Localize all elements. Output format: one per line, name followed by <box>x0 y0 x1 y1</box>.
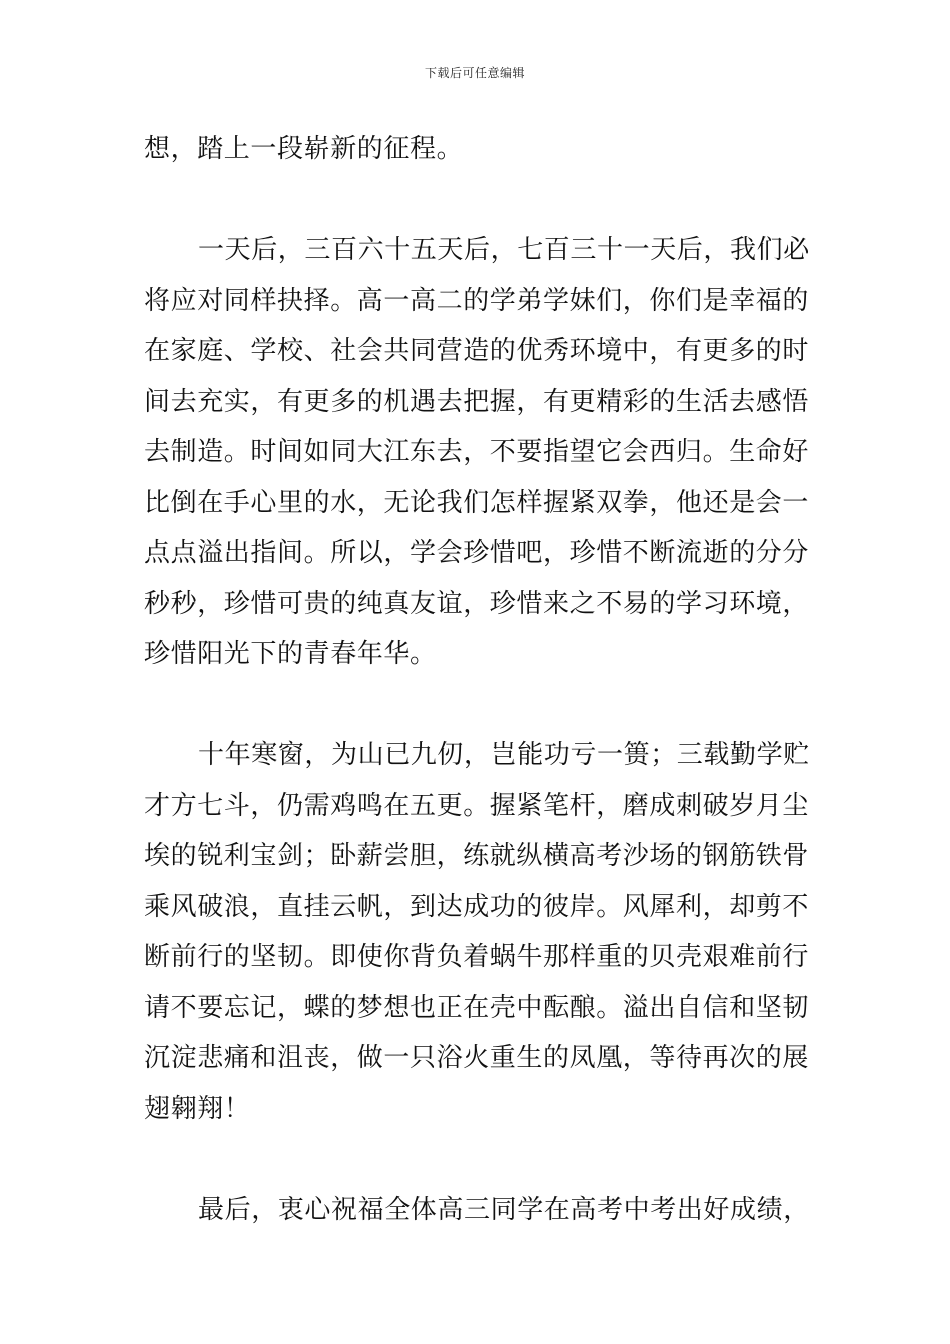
text-line: 在家庭、学校、社会共同营造的优秀环境中，有更多的时 <box>144 336 810 366</box>
text-line: 点点溢出指间。所以，学会珍惜吧，珍惜不断流逝的分分 <box>144 538 810 568</box>
text-line: 去制造。时间如同大江东去，不要指望它会西归。生命好 <box>144 437 810 467</box>
text-line: 间去充实，有更多的机遇去把握，有更精彩的生活去感悟 <box>144 386 810 417</box>
paragraph-gap <box>144 1134 814 1185</box>
text-line: 翅翱翔！ <box>144 1093 251 1124</box>
document-body <box>144 124 814 1235</box>
text-line: 乘风破浪，直挂云帆，到达成功的彼岸。风犀利，却剪不 <box>144 891 810 922</box>
paragraph <box>144 124 814 175</box>
paragraph <box>144 730 814 1134</box>
text-line: 一天后，三百六十五天后，七百三十一天后，我们必 <box>198 235 810 265</box>
paragraph <box>144 225 814 680</box>
paragraph-gap <box>144 680 814 731</box>
text-line: 才方七斗，仍需鸡鸣在五更。握紧笔杆，磨成刺破岁月尘 <box>144 790 810 821</box>
text-line: 秒秒，珍惜可贵的纯真友谊，珍惜来之不易的学习环境， <box>144 588 810 619</box>
text-line: 断前行的坚韧。即使你背负着蜗牛那样重的贝壳艰难前行 <box>144 942 810 972</box>
paragraph-gap <box>144 175 814 226</box>
text-line: 沉淀悲痛和沮丧，做一只浴火重生的凤凰，等待再次的展 <box>144 1043 810 1073</box>
text-line: 请不要忘记，蝶的梦想也正在壳中酝酿。溢出自信和坚韧 <box>144 992 810 1023</box>
text-line: 想，踏上一段崭新的征程。 <box>144 134 464 164</box>
paragraph <box>144 1185 814 1236</box>
text-line: 比倒在手心里的水，无论我们怎样握紧双拳，他还是会一 <box>144 487 810 518</box>
text-line: 埃的锐利宝剑；卧薪尝胆，练就纵横高考沙场的钢筋铁骨 <box>144 841 810 871</box>
text-line: 珍惜阳光下的青春年华。 <box>144 639 437 669</box>
text-line: 最后，衷心祝福全体高三同学在高考中考出好成绩， <box>198 1194 810 1225</box>
page-header: 下载后可任意编辑 <box>424 66 525 80</box>
text-line: 将应对同样抉择。高一高二的学弟学妹们，你们是幸福的 <box>144 285 810 316</box>
text-line: 十年寒窗，为山已九仞，岂能功亏一篑；三载勤学贮 <box>198 740 810 770</box>
